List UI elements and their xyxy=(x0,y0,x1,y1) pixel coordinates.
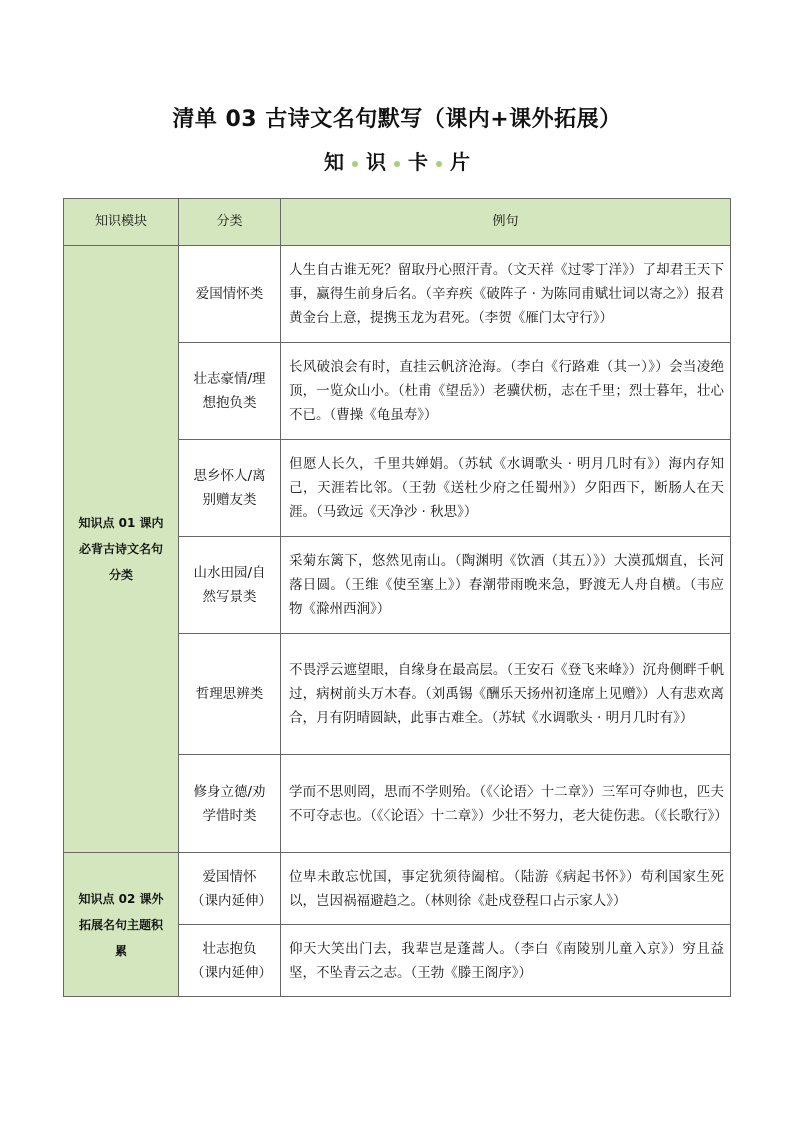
example-cell: 不畏浮云遮望眼，自缘身在最高层。（王安石《登飞来峰》）沉舟侧畔千帆过，病树前头万木春。（刘禹锡《酬乐天扬州初逢席上见赠》）人有悲欢离合，月有阴晴圆缺，此事古难全。（苏轼《水调歌头 · 明月几时有》） xyxy=(281,634,731,755)
table-row xyxy=(64,853,731,925)
example-cell: 学而不思则罔，思而不学则殆。（《〈论语〉十二章》）三军可夺帅也，匹夫不可夺志也。（《〈论语〉十二章》）少壮不努力，老大徒伤悲。（《长歌行》） xyxy=(281,755,731,853)
category-cell: 壮志抱负（课内延伸） xyxy=(179,925,281,997)
subtitle-char: 卡 xyxy=(408,150,428,174)
column-header-module: 知识模块 xyxy=(64,199,179,246)
example-cell: 但愿人长久，千里共婵娟。（苏轼《水调歌头 · 明月几时有》）海内存知己，天涯若比邻。（王勃《送杜少府之任蜀州》）夕阳西下，断肠人在天涯。（马致远《天净沙 · 秋思》） xyxy=(281,440,731,537)
example-cell: 长风破浪会有时，直挂云帆济沧海。（李白《行路难（其一）》）会当凌绝顶，一览众山小。（杜甫《望岳》）老骥伏枥，志在千里；烈士暮年，壮心不已。（曹操《龟虽寿》） xyxy=(281,343,731,440)
dot-icon xyxy=(352,161,358,167)
example-cell: 采菊东篱下，悠然见南山。（陶渊明《饮酒（其五）》）大漠孤烟直，长河落日圆。（王维《使至塞上》）春潮带雨晚来急，野渡无人舟自横。（韦应物《滁州西涧》） xyxy=(281,537,731,634)
example-cell: 人生自古谁无死？留取丹心照汗青。（文天祥《过零丁洋》）了却君王天下事，赢得生前身后名。（辛弃疾《破阵子 · 为陈同甫赋壮词以寄之》）报君黄金台上意，提携玉龙为君死。（李贺《雁门太守行》） xyxy=(281,246,731,343)
example-cell: 仰天大笑出门去，我辈岂是蓬蒿人。（李白《南陵别儿童入京》）穷且益坚，不坠青云之志。（王勃《滕王阁序》） xyxy=(281,925,731,997)
dot-icon xyxy=(436,161,442,167)
example-cell: 位卑未敢忘忧国，事定犹须待阖棺。（陆游《病起书怀》）苟利国家生死以，岂因祸福避趋之。（林则徐《赴戍登程口占示家人》） xyxy=(281,853,731,925)
category-cell: 哲理思辨类 xyxy=(179,634,281,755)
page-title: 清单 03 古诗文名句默写（课内+课外拓展） xyxy=(172,107,622,132)
module-cell: 知识点 02 课外拓展名句主题积累 xyxy=(64,853,179,997)
subtitle-char: 知 xyxy=(324,150,344,174)
page-subtitle xyxy=(0,146,794,175)
table-header-row xyxy=(64,199,731,246)
category-cell: 山水田园/自然写景类 xyxy=(179,537,281,634)
knowledge-table xyxy=(63,198,731,997)
module-cell: 知识点 01 课内必背古诗文名句分类 xyxy=(64,246,179,853)
subtitle-char: 识 xyxy=(366,150,386,174)
column-header-example: 例句 xyxy=(281,199,731,246)
category-cell: 思乡怀人/离别赠友类 xyxy=(179,440,281,537)
column-header-category: 分类 xyxy=(179,199,281,246)
dot-icon xyxy=(394,161,400,167)
category-cell: 爱国情怀类 xyxy=(179,246,281,343)
category-cell: 爱国情怀（课内延伸） xyxy=(179,853,281,925)
category-cell: 修身立德/劝学惜时类 xyxy=(179,755,281,853)
subtitle-char: 片 xyxy=(450,150,470,174)
category-cell: 壮志豪情/理想抱负类 xyxy=(179,343,281,440)
table-row xyxy=(64,246,731,343)
